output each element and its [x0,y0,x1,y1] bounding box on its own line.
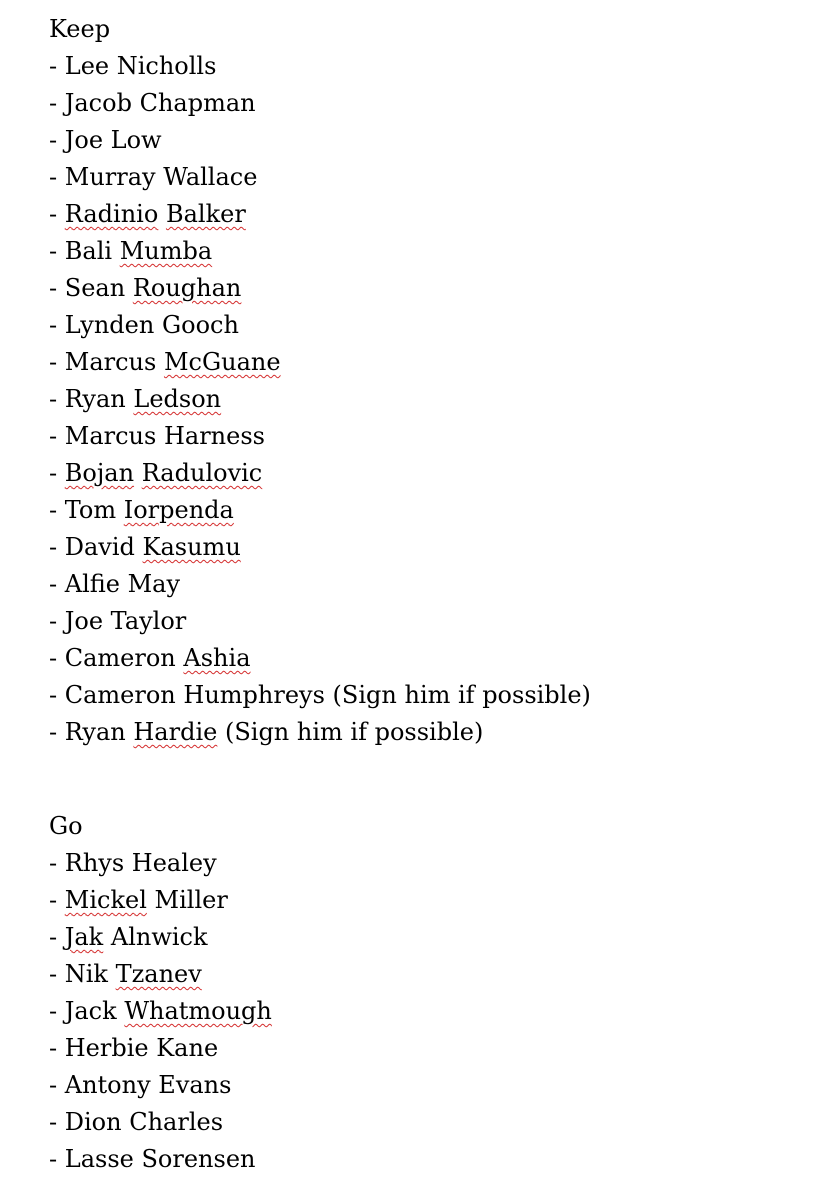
list-item [49,196,809,233]
list-item [49,956,809,993]
list-item [49,993,809,1030]
player-last-name: Low [110,126,162,154]
list-item-dash: - [49,89,65,117]
player-note: (Sign him if possible) [217,718,484,746]
list-item-dash: - [49,1071,65,1099]
list-item [49,640,809,677]
list-item-dash: - [49,570,65,598]
list-item-dash: - [49,459,65,487]
list-item-dash: - [49,718,65,746]
player-first-name: Jacob [64,89,132,117]
list-item-dash: - [49,886,65,914]
player-last-name: McGuane [163,348,281,376]
player-last-name: Iorpenda [123,496,234,524]
player-first-name: Joe [64,607,104,635]
list-item [49,122,809,159]
player-first-name: Jack [64,997,117,1025]
list-item-dash: - [49,496,65,524]
keep-heading: Keep [49,15,111,43]
player-first-name: Ryan [64,718,126,746]
list-item [49,381,809,418]
list-item-dash: - [49,385,65,413]
player-last-name: Roughan [132,274,242,302]
list-item-dash: - [49,237,65,265]
player-first-name: Antony [64,1071,151,1099]
player-first-name: Ryan [64,385,126,413]
player-first-name: Marcus [64,348,157,376]
list-item-dash: - [49,163,65,191]
player-last-name: May [127,570,181,598]
player-last-name: Gooch [161,311,239,339]
list-item-dash: - [49,274,65,302]
player-last-name: Taylor [110,607,187,635]
player-first-name: David [64,533,135,561]
list-item-dash: - [49,960,65,988]
list-item [49,677,809,714]
list-item [49,307,809,344]
player-first-name: Tom [64,496,117,524]
player-last-name: Ledson [133,385,222,413]
player-first-name: Jak [64,923,104,951]
list-item-dash: - [49,681,65,709]
list-item [49,882,809,919]
list-item-dash: - [49,422,65,450]
player-first-name: Alfie [64,570,120,598]
list-item-dash: - [49,126,65,154]
go-section [49,808,809,1178]
player-last-name: Kane [156,1034,219,1062]
player-last-name: Healey [131,849,217,877]
player-first-name: Lee [64,52,110,80]
player-first-name: Radinio [64,200,159,228]
list-item [49,845,809,882]
player-last-name: Harness [163,422,265,450]
player-first-name: Dion [64,1108,122,1136]
player-last-name: Balker [165,200,246,228]
list-item [49,344,809,381]
player-first-name: Marcus [64,422,157,450]
player-last-name: Mumba [119,237,213,265]
player-last-name: Nicholls [116,52,217,80]
list-item [49,529,809,566]
player-last-name: Miller [154,886,228,914]
list-item [49,455,809,492]
player-first-name: Joe [64,126,104,154]
list-item-dash: - [49,607,65,635]
go-list [49,845,809,1178]
keep-section [49,11,809,751]
player-first-name: Sean [64,274,126,302]
player-first-name: Rhys [64,849,125,877]
player-first-name: Cameron [64,644,176,672]
player-last-name: Ashia [183,644,251,672]
player-first-name: Herbie [64,1034,149,1062]
list-item [49,1141,809,1178]
list-item [49,492,809,529]
player-last-name: Humphreys [183,681,325,709]
list-item [49,270,809,307]
list-item-dash: - [49,849,65,877]
list-item [49,1030,809,1067]
list-item [49,714,809,751]
list-item-dash: - [49,533,65,561]
player-last-name: Alnwick [110,923,208,951]
list-item [49,159,809,196]
player-last-name: Hardie [133,718,218,746]
list-item [49,919,809,956]
player-first-name: Lasse [64,1145,134,1173]
keep-list [49,48,809,751]
player-first-name: Murray [64,163,156,191]
list-item [49,1104,809,1141]
player-last-name: Whatmough [124,997,272,1025]
list-item-dash: - [49,52,65,80]
player-first-name: Nik [64,960,108,988]
player-last-name: Kasumu [142,533,241,561]
list-item-dash: - [49,1034,65,1062]
player-last-name: Evans [158,1071,232,1099]
player-first-name: Bali [64,237,113,265]
list-item-dash: - [49,1108,65,1136]
player-first-name: Mickel [64,886,147,914]
list-item-dash: - [49,997,65,1025]
player-first-name: Lynden [64,311,155,339]
list-item [49,48,809,85]
list-item-dash: - [49,348,65,376]
player-last-name: Chapman [139,89,256,117]
list-item [49,566,809,603]
list-item [49,85,809,122]
player-last-name: Charles [129,1108,224,1136]
player-last-name: Wallace [163,163,258,191]
player-last-name: Sorensen [141,1145,256,1173]
list-item-dash: - [49,644,65,672]
list-item-dash: - [49,1145,65,1173]
list-item-dash: - [49,311,65,339]
player-last-name: Radulovic [141,459,263,487]
go-heading: Go [49,812,83,840]
list-item-dash: - [49,923,65,951]
player-first-name: Bojan [64,459,135,487]
list-item [49,418,809,455]
player-last-name: Tzanev [115,960,202,988]
player-note: (Sign him if possible) [324,681,591,709]
list-item [49,1067,809,1104]
list-item [49,233,809,270]
player-first-name: Cameron [64,681,176,709]
list-item [49,603,809,640]
list-item-dash: - [49,200,65,228]
